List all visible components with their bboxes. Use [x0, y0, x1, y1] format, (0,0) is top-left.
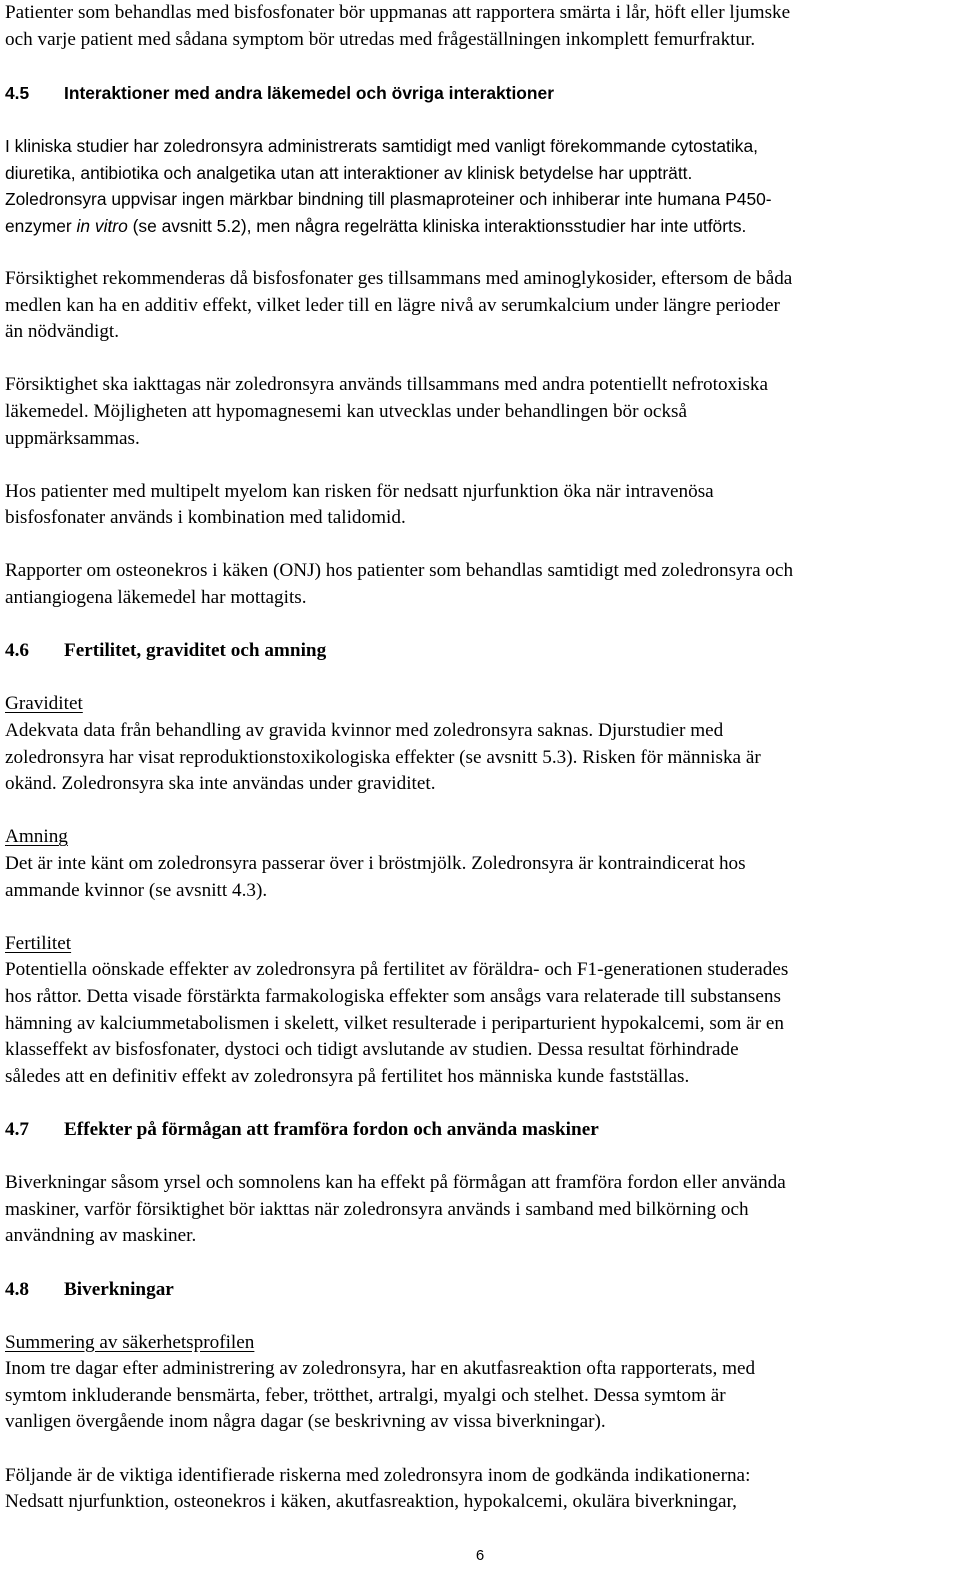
text-line: läkemedel. Möjligheten att hypomagnesemi kan utvecklas under behandlingen bör också — [5, 400, 688, 422]
text-line: I kliniska studier har zoledronsyra administrerats samtidigt med vanligt förekommande cytostatika, — [5, 135, 758, 156]
text-fragment: enzymer — [5, 215, 77, 236]
text-line: Zoledronsyra uppvisar ingen märkbar bindning till plasmaproteiner och inhiberar inte humana P450- — [5, 189, 772, 210]
text-line: antiangiogena läkemedel har mottagits. — [5, 587, 307, 609]
subsection-graviditet — [5, 691, 955, 797]
text-line: hos råttor. Detta visade förstärkta farmakologiska effekter som ansågs vara relaterade till substansens — [5, 985, 781, 1007]
section-title: Fertilitet, graviditet och amning — [64, 640, 327, 662]
section-title: Biverkningar — [64, 1278, 174, 1300]
subsection-amning — [5, 824, 955, 904]
page-number: 6 — [475, 1547, 485, 1564]
italic-text: in vitro — [76, 215, 128, 236]
text-line: Nedsatt njurfunktion, osteonekros i käken, akutfasreaktion, hypokalcemi, okulära biverkningar, — [5, 1491, 737, 1513]
text-line: bisfosfonater används i kombination med talidomid. — [5, 507, 406, 529]
text-line: Rapporter om osteonekros i käken (ONJ) hos patienter som behandlas samtidigt med zoledronsyra och — [5, 560, 794, 582]
text-line — [5, 213, 955, 240]
section-heading-4-5 — [5, 80, 955, 107]
text-line: Försiktighet ska iakttagas när zoledronsyra används tillsammans med andra potentiellt nefrotoxiska — [5, 374, 769, 396]
section-title: Effekter på förmågan att framföra fordon och använda maskiner — [64, 1118, 599, 1140]
text-line: Följande är de viktiga identifierade riskerna med zoledronsyra inom de godkända indikationerna: — [5, 1464, 751, 1486]
section-heading-4-7 — [5, 1117, 955, 1144]
text-line: okänd. Zoledronsyra ska inte användas under graviditet. — [5, 773, 436, 795]
text-line: Hos patienter med multipelt myelom kan risken för nedsatt njurfunktion öka när intravenösa — [5, 480, 714, 502]
text-line: zoledronsyra har visat reproduktionstoxikologiska effekter (se avsnitt 5.3). Risken för människa är — [5, 746, 761, 768]
text-line: klasseffekt av bisfosfonater, dystoci och tidigt avslutande av studien. Dessa resultat förhindrade — [5, 1039, 739, 1061]
text-line: Potentiella oönskade effekter av zoledronsyra på fertilitet av föräldra- och F1-generationen studerades — [5, 959, 789, 981]
section-heading-4-6 — [5, 638, 955, 665]
section-title: Interaktioner med andra läkemedel och övriga interaktioner — [64, 82, 554, 103]
subsection-heading: Summering av säkerhetsprofilen — [5, 1331, 255, 1353]
text-line: symtom inkluderande bensmärta, feber, trötthet, artralgi, myalgi och stelhet. Dessa symtom är — [5, 1384, 726, 1406]
subsection-heading: Fertilitet — [5, 932, 72, 954]
section-number: 4.5 — [5, 82, 30, 103]
text-line: hämning av kalciummetabolismen i skelett, vilket resulterade i periparturient hypokalcemi, som är en — [5, 1012, 784, 1034]
paragraph-nephrotoxic — [5, 372, 955, 452]
paragraph-onj — [5, 558, 955, 611]
paragraph-myeloma — [5, 479, 955, 532]
paragraph-driving — [5, 1170, 955, 1250]
text-line: Adekvata data från behandling av gravida kvinnor med zoledronsyra saknas. Djurstudier med — [5, 720, 724, 742]
subsection-safety-summary — [5, 1330, 955, 1436]
section-number: 4.7 — [5, 1118, 29, 1140]
subsection-fertilitet — [5, 931, 955, 1091]
text-line: Det är inte känt om zoledronsyra passerar över i bröstmjölk. Zoledronsyra är kontraindicerat hos — [5, 853, 746, 874]
paragraph-clinical-studies — [5, 133, 955, 239]
section-number: 4.8 — [5, 1278, 29, 1300]
subsection-heading: Graviditet — [5, 693, 83, 715]
paragraph-aminoglycosides — [5, 266, 955, 346]
text-fragment: (se avsnitt 5.2), men några regelrätta kliniska interaktionsstudier har inte utförts. — [127, 215, 747, 236]
text-line: Patienter som behandlas med bisfosfonater bör uppmanas att rapportera smärta i lår, höft eller ljumske — [5, 2, 791, 23]
text-line: diuretika, antibiotika och analgetika utan att interaktioner av klinisk betydelse har uppträtt. — [5, 162, 693, 183]
section-heading-4-8 — [5, 1277, 955, 1304]
section-number: 4.6 — [5, 640, 29, 662]
text-line: således att en definitiv effekt av zoledronsyra på fertilitet hos människa kunde fastställas. — [5, 1065, 690, 1087]
document-page — [5, 0, 955, 1516]
text-line: användning av maskiner. — [5, 1225, 197, 1247]
intro-paragraph — [5, 0, 955, 53]
text-line: medlen kan ha en additiv effekt, vilket leder till en lägre nivå av serumkalcium under längre perioder — [5, 294, 780, 316]
text-line: vanligen övergående inom några dagar (se beskrivning av vissa biverkningar). — [5, 1411, 606, 1433]
text-line: Inom tre dagar efter administrering av zoledronsyra, har en akutfasreaktion ofta rapporterats, med — [5, 1358, 756, 1380]
text-line: maskiner, varför försiktighet bör iakttas när zoledronsyra används i samband med bilkörning och — [5, 1198, 749, 1220]
text-line: Biverkningar såsom yrsel och somnolens kan ha effekt på förmågan att framföra fordon eller använda — [5, 1172, 786, 1194]
paragraph-identified-risks — [5, 1463, 955, 1516]
text-line: ammande kvinnor (se avsnitt 4.3). — [5, 879, 268, 901]
text-line: uppmärksammas. — [5, 427, 140, 449]
text-line: och varje patient med sådana symptom bör utredas med frågeställningen inkomplett femurfraktur. — [5, 28, 756, 50]
text-line: än nödvändigt. — [5, 321, 120, 343]
text-line: Försiktighet rekommenderas då bisfosfonater ges tillsammans med aminoglykosider, eftersom de båda — [5, 267, 793, 289]
subsection-heading: Amning — [5, 826, 68, 848]
